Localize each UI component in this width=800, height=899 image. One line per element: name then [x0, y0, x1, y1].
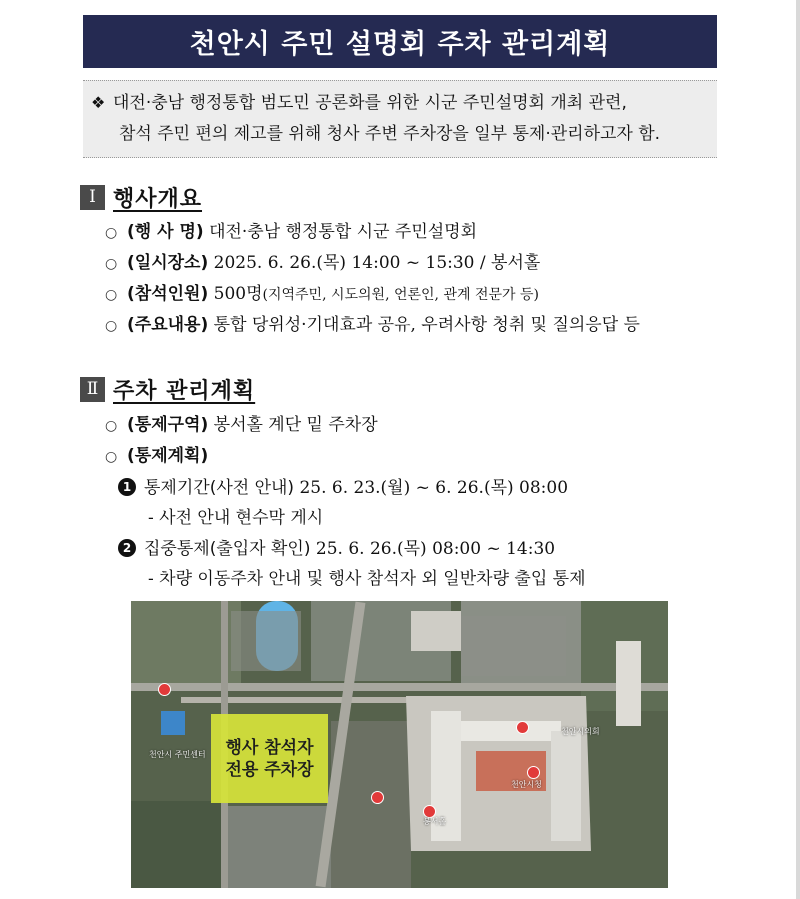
- section-2-heading: [80, 375, 255, 403]
- page-edge: [796, 0, 800, 899]
- zone-label-line-1: 행사 참석자: [225, 737, 314, 758]
- event-item-attendees: [105, 280, 539, 308]
- roman-numeral-2: Ⅱ: [80, 377, 105, 402]
- circle-bullet-icon: ○: [105, 318, 118, 334]
- map-label: 천안시청: [511, 780, 542, 789]
- item-value: 통합 당위성·기대효과 공유, 우려사항 청취 및 질의응답 등: [213, 315, 640, 335]
- event-item-name: [105, 218, 477, 246]
- map-marker-icon: [527, 766, 540, 779]
- map-marker-icon: [158, 683, 171, 696]
- item-key: (일시장소): [127, 253, 209, 273]
- plan-key: 집중통제(출입자 확인): [144, 539, 311, 559]
- plan-value: 25. 6. 23.(월) ~ 6. 26.(목) 08:00: [299, 478, 569, 498]
- event-item-datetime: [105, 249, 540, 277]
- map-marker-icon: [516, 721, 529, 734]
- circle-bullet-icon: ○: [105, 287, 118, 303]
- section-2-title: 주차 관리계획: [113, 378, 256, 404]
- circle-bullet-icon: ○: [105, 449, 118, 465]
- map-marker-icon: [371, 791, 384, 804]
- roman-numeral-1: Ⅰ: [80, 185, 105, 210]
- control-plan-item: [105, 442, 208, 470]
- plan-value: 25. 6. 26.(목) 08:00 ~ 14:30: [315, 539, 556, 559]
- item-value: 2025. 6. 26.(목) 14:00 ~ 15:30 / 봉서홀: [213, 253, 541, 273]
- circle-bullet-icon: ○: [105, 256, 118, 272]
- number-1-badge: 1: [118, 478, 136, 496]
- item-value: 봉서홀 계단 밑 주차장: [213, 415, 378, 435]
- number-2-badge: 2: [118, 539, 136, 557]
- plan-1: [118, 474, 568, 502]
- item-note: (지역주민, 시도의원, 언론인, 관계 전문가 등): [262, 287, 539, 303]
- item-value: 대전·충남 행정통합 시군 주민설명회: [209, 222, 478, 242]
- item-value: 500명: [213, 284, 263, 304]
- map-label: 봉서홀: [423, 817, 447, 826]
- map-label: 천안시 주민센터: [149, 750, 206, 759]
- summary-text-1: 대전·충남 행정통합 범도민 공론화를 위한 시군 주민설명회 개최 관련,: [113, 93, 627, 113]
- item-key: (주요내용): [127, 315, 209, 335]
- item-key: (참석인원): [127, 284, 209, 304]
- item-key: (통제구역): [127, 415, 209, 435]
- diamond-bullet-icon: ❖: [91, 93, 106, 112]
- plan-2-detail: - 차량 이동주차 안내 및 행사 참석자 외 일반차량 출입 통제: [148, 569, 586, 589]
- plan-2: [118, 535, 555, 563]
- summary-box: [83, 80, 717, 158]
- plan-1-detail: - 사전 안내 현수막 게시: [148, 508, 324, 528]
- document-title: 천안시 주민 설명회 주차 관리계획: [83, 15, 717, 68]
- zone-label-line-2: 전용 주차장: [225, 759, 314, 780]
- aerial-map: [131, 601, 668, 888]
- plan-key: 통제기간(사전 안내): [144, 478, 295, 498]
- summary-line-1: [91, 90, 627, 116]
- control-area-item: [105, 411, 378, 439]
- map-label: 천안시의회: [561, 727, 600, 736]
- item-key: (행 사 명): [127, 222, 204, 242]
- circle-bullet-icon: ○: [105, 225, 118, 241]
- event-parking-zone: [211, 714, 328, 803]
- section-1-title: 행사개요: [113, 186, 203, 212]
- item-key: (통제계획): [127, 446, 209, 466]
- section-1-heading: [80, 183, 202, 211]
- summary-line-2: 참석 주민 편의 제고를 위해 청사 주변 주차장을 일부 통제·관리하고자 함.: [119, 124, 661, 144]
- circle-bullet-icon: ○: [105, 418, 118, 434]
- event-item-content: [105, 311, 640, 339]
